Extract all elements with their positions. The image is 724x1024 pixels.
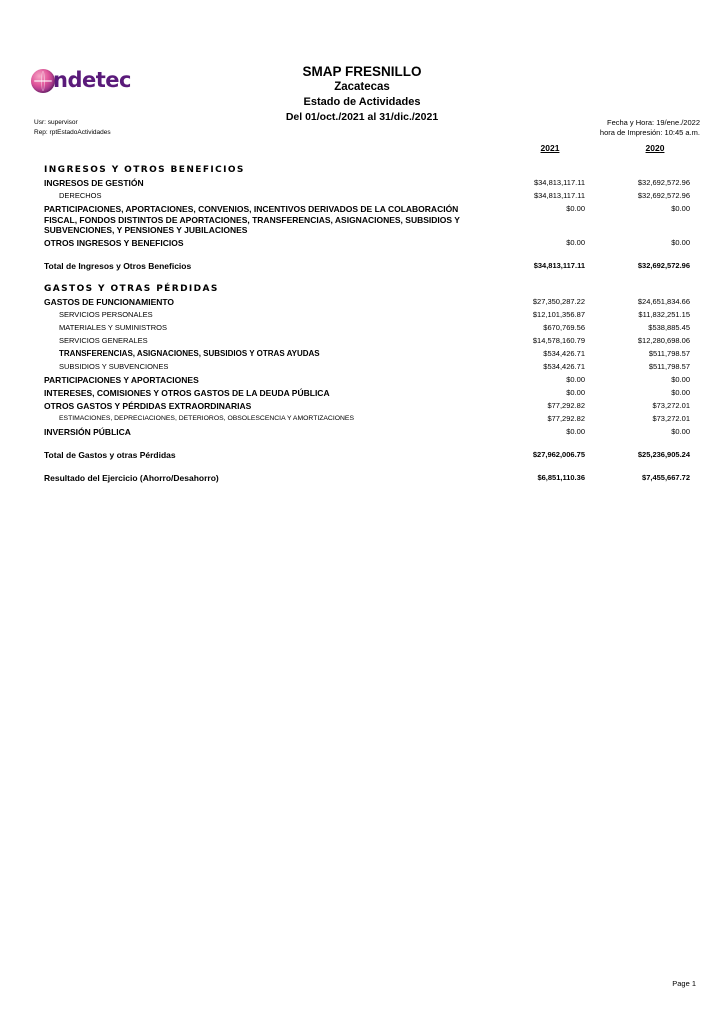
row-label: INTERESES, COMISIONES Y OTROS GASTOS DE LA DEUDA PÚBLICA: [44, 387, 330, 398]
row-label: PARTICIPACIONES, APORTACIONES, CONVENIOS, INCENTIVOS DERIVADOS DE LA COLABORACIÓN FISCAL, FONDOS DISTINTOS DE APORTACIONES, TRANSFERENCIAS, ASIGNACIONES, SUBSIDIOS Y SUBVENCIONES, Y PENSIONES Y JUBILACIONES: [44, 204, 460, 235]
report-period: Del 01/oct./2021 al 31/dic./2021: [285, 111, 439, 123]
row-value-current: $0.00: [566, 237, 585, 247]
row-value-current: $0.00: [566, 426, 585, 436]
organization-name: SMAP FRESNILLO: [302, 64, 422, 79]
report-id-label: Rep: rptEstadoActividades: [34, 129, 111, 136]
column-header-previous: 2020: [645, 143, 665, 153]
row-value-previous: $11,832,251.15: [638, 309, 690, 319]
row-value-previous: $32,692,572.96: [637, 178, 690, 187]
row-value-current: $77,292.82: [547, 400, 585, 410]
statement-row: [0, 284, 724, 297]
statement-row: [0, 238, 724, 251]
row-label: Total de Ingresos y Otros Beneficios: [44, 260, 192, 271]
row-value-current: $670,769.56: [543, 322, 585, 332]
statement-row: [0, 165, 724, 178]
statement-row: [0, 388, 724, 401]
row-value-current: $34,813,117.11: [533, 260, 585, 270]
print-date-label: Fecha y Hora:: [607, 118, 655, 127]
statement-row: [0, 362, 724, 375]
row-value-previous: $511,798.57: [648, 348, 690, 358]
user-label: Usr: supervisor: [34, 119, 78, 126]
row-label: TRANSFERENCIAS, ASIGNACIONES, SUBSIDIOS Y OTRAS AYUDAS: [59, 348, 320, 358]
row-label: SERVICIOS GENERALES: [59, 335, 148, 345]
logo-wordmark: ndetec: [53, 68, 131, 92]
row-label: PARTICIPACIONES Y APORTACIONES: [44, 374, 199, 385]
report-title: Estado de Actividades: [303, 96, 421, 108]
row-value-previous: $32,692,572.96: [637, 260, 690, 270]
row-value-previous: $7,455,667.72: [642, 472, 690, 482]
row-value-current: $14,578,160.79: [532, 335, 585, 345]
row-label: Resultado del Ejercicio (Ahorro/Desahorro): [44, 472, 219, 483]
row-value-current: $0.00: [566, 387, 585, 397]
row-value-current: $12,101,356.87: [532, 309, 585, 319]
row-label: ESTIMACIONES, DEPRECIACIONES, DETERIOROS, OBSOLESCENCIA Y AMORTIZACIONES: [59, 414, 354, 422]
row-label: OTROS GASTOS Y PÉRDIDAS EXTRAORDINARIAS: [44, 400, 252, 411]
statement-row: [0, 336, 724, 349]
row-value-previous: $0.00: [671, 426, 690, 436]
row-value-current: $34,813,117.11: [533, 178, 585, 187]
row-value-previous: $32,692,572.96: [637, 191, 690, 200]
statement-row: [0, 310, 724, 323]
row-value-current: $0.00: [566, 204, 585, 213]
statement-row: [0, 178, 724, 191]
page-number: Page 1: [672, 979, 696, 988]
row-value-previous: $0.00: [671, 387, 690, 397]
row-value-previous: $12,280,698.06: [637, 335, 690, 345]
statement-row: [0, 427, 724, 440]
row-label: Total de Gastos y otras Pérdidas: [44, 449, 176, 460]
statement-row: [0, 450, 724, 463]
row-value-previous: $0.00: [671, 374, 690, 384]
row-label: INVERSIÓN PÚBLICA: [44, 426, 131, 437]
row-label: GASTOS Y OTRAS PÉRDIDAS: [44, 283, 219, 294]
row-label: SUBSIDIOS Y SUBVENCIONES: [59, 361, 169, 371]
row-label: DERECHOS: [59, 191, 102, 200]
statement-row: [0, 473, 724, 486]
state-name: Zacatecas: [334, 81, 390, 93]
row-value-current: $34,813,117.11: [533, 191, 585, 200]
row-label: OTROS INGRESOS Y BENEFICIOS: [44, 237, 184, 248]
row-label: MATERIALES Y SUMINISTROS: [59, 322, 167, 332]
row-value-previous: $538,885.45: [648, 322, 690, 332]
row-value-current: $27,962,006.75: [532, 449, 585, 459]
row-value-previous: $25,236,905.24: [637, 449, 690, 459]
row-value-current: $6,851,110.36: [537, 472, 585, 482]
print-time-value: 10:45 a.m.: [664, 128, 700, 137]
row-value-previous: $73,272.01: [652, 400, 690, 410]
statement-row: [0, 349, 724, 362]
row-label: INGRESOS DE GESTIÓN: [44, 178, 144, 188]
row-value-previous: $24,651,834.66: [637, 296, 690, 306]
statement-row: [0, 375, 724, 388]
report-header: [0, 63, 724, 125]
row-label: SERVICIOS PERSONALES: [59, 309, 153, 319]
statement-row: [0, 261, 724, 274]
print-time: [600, 128, 700, 137]
row-value-current: $0.00: [566, 374, 585, 384]
statement-row: [0, 297, 724, 310]
row-value-previous: $0.00: [671, 204, 690, 213]
statement-rows: [0, 165, 724, 486]
statement-row: [0, 414, 724, 427]
print-date: [607, 118, 700, 127]
statement-row: [0, 323, 724, 336]
statement-row: [0, 191, 724, 204]
row-value-current: $77,292.82: [547, 413, 585, 423]
row-value-previous: $511,798.57: [648, 361, 690, 371]
row-value-current: $534,426.71: [543, 361, 585, 371]
row-value-current: $534,426.71: [543, 348, 585, 358]
statement-row: [0, 204, 724, 238]
row-label: INGRESOS Y OTROS BENEFICIOS: [44, 165, 245, 175]
print-time-label: hora de Impresión:: [599, 128, 663, 137]
row-value-previous: $0.00: [671, 237, 690, 247]
row-value-current: $27,350,287.22: [532, 296, 585, 306]
print-date-value: 19/ene./2022: [656, 118, 700, 127]
row-label: GASTOS DE FUNCIONAMIENTO: [44, 296, 175, 307]
statement-row: [0, 401, 724, 414]
row-value-previous: $73,272.01: [652, 413, 690, 423]
column-header-current: 2021: [540, 143, 560, 153]
